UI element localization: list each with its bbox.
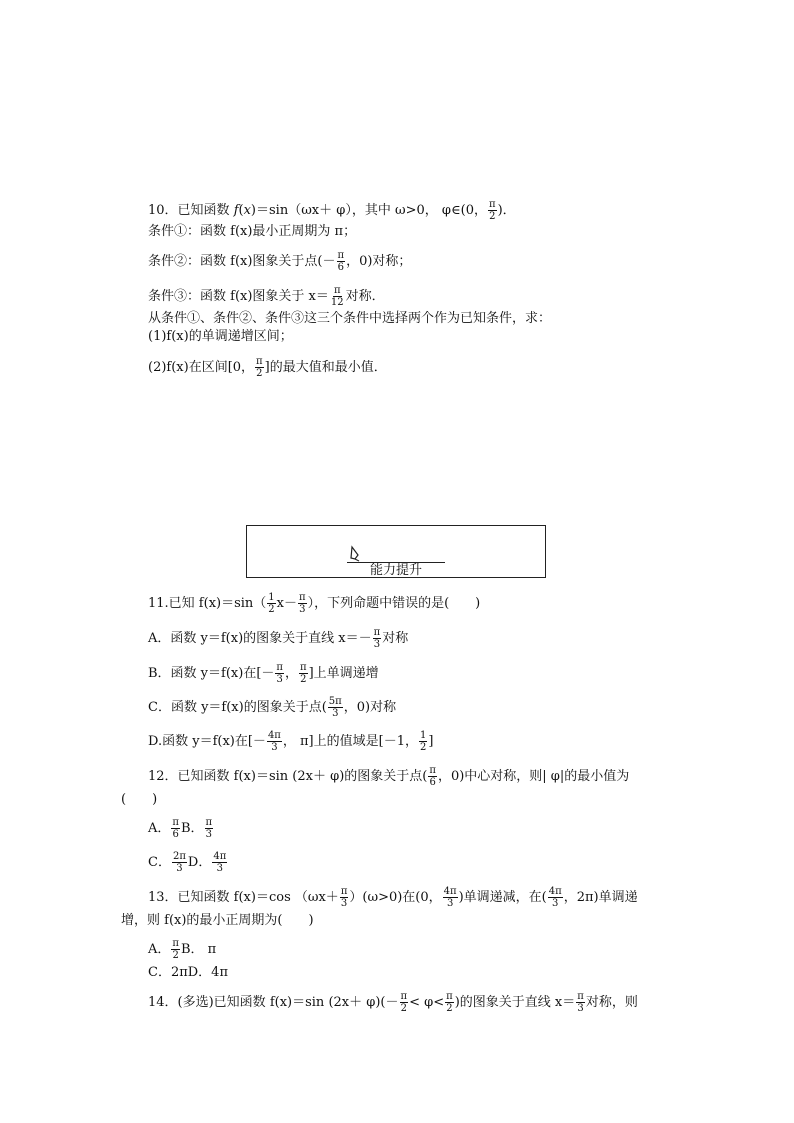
section-header-box (246, 525, 546, 578)
q14-stem: 14．(多选)已知函数 f(x)＝sin (2x＋ φ)(－ $\frac{\pi}{2}$ < φ< $\frac{\pi}{2}$ )的图象关于直线 x＝ $\frac{\pi}{3}$ 对称，则 (148, 991, 638, 1014)
q13-options-ab: A． $\frac{\pi}{2}$ B． π (148, 938, 217, 961)
q10-part-2: (2)f(x)在区间[0， $\frac{\pi}{2}$ ]的最大值和最小值． (148, 356, 387, 379)
q10-instruction: 从条件①、条件②、条件③这三个条件中选择两个作为已知条件，求： (148, 311, 552, 326)
q12-stem: 12．已知函数 f(x)＝sin (2x＋ φ)的图象关于点( $\frac{\pi}{6}$ ，0)中心对称，则| φ|的最小值为 (148, 765, 630, 788)
q13-stem: 13．已知函数 f(x)＝cos （ωx＋ $\frac{\pi}{3}$ ）(ω>0)在(0， $\frac{4\pi}{3}$ )单调递减，在( $\frac{4\pi}{3}$ ，2π)单调递 (148, 886, 638, 909)
fraction: $\frac{\pi}{2}$ (488, 199, 496, 222)
q12-options-ab: A． $\frac{\pi}{6}$ B． $\frac{\pi}{3}$ (148, 817, 213, 840)
q13-stem-line-2: 增，则 f(x)的最小正周期为( ) (121, 913, 314, 928)
pencil-icon (349, 545, 363, 562)
q10-condition-2: 条件②：函数 f(x)图象关于点(－ $\frac{\pi}{6}$ ，0)对称； (148, 250, 412, 273)
q10-stem: 10．已知函数 f(x)＝sin（ωx＋ φ），其中 ω>0， φ∈(0， $\frac{\pi}{2}$ )． (148, 199, 516, 222)
q11-stem: 11.已知 f(x)＝sin（ $\frac{1}{2}$ x－ $\frac{\pi}{3}$ ），下列命题中错误的是( ) (148, 592, 481, 615)
q11-option-d: D.函数 y＝f(x)在[－ $\frac{4\pi}{3}$ ， π]上的值域是[－1， $\frac{1}{2}$ ] (148, 730, 434, 753)
q10-condition-3: 条件③：函数 f(x)图象关于 x＝ $\frac{\pi}{12}$ 对称． (148, 285, 385, 308)
q10-condition-1: 条件①：函数 f(x)最小正周期为 π； (148, 224, 357, 239)
q10-part-1: (1)f(x)的单调递增区间； (148, 329, 293, 344)
q13-options-cd: C．2πD．4π (148, 965, 228, 980)
section-title: 能力提升 (369, 563, 422, 578)
q12-options-cd: C． $\frac{2\pi}{3}$ D． $\frac{4\pi}{3}$ (148, 851, 227, 874)
q12-answer-paren: ( ) (121, 792, 158, 807)
q11-option-b: B．函数 y＝f(x)在[－ $\frac{\pi}{3}$ ， $\frac{\pi}{2}$ ]上单调递增 (148, 662, 379, 685)
q11-option-c: C．函数 y＝f(x)的图象关于点( $\frac{5\pi}{3}$ ，0)对称 (148, 696, 397, 719)
q11-option-a: A．函数 y＝f(x)的图象关于直线 x＝－ $\frac{\pi}{3}$ 对称 (148, 627, 409, 650)
